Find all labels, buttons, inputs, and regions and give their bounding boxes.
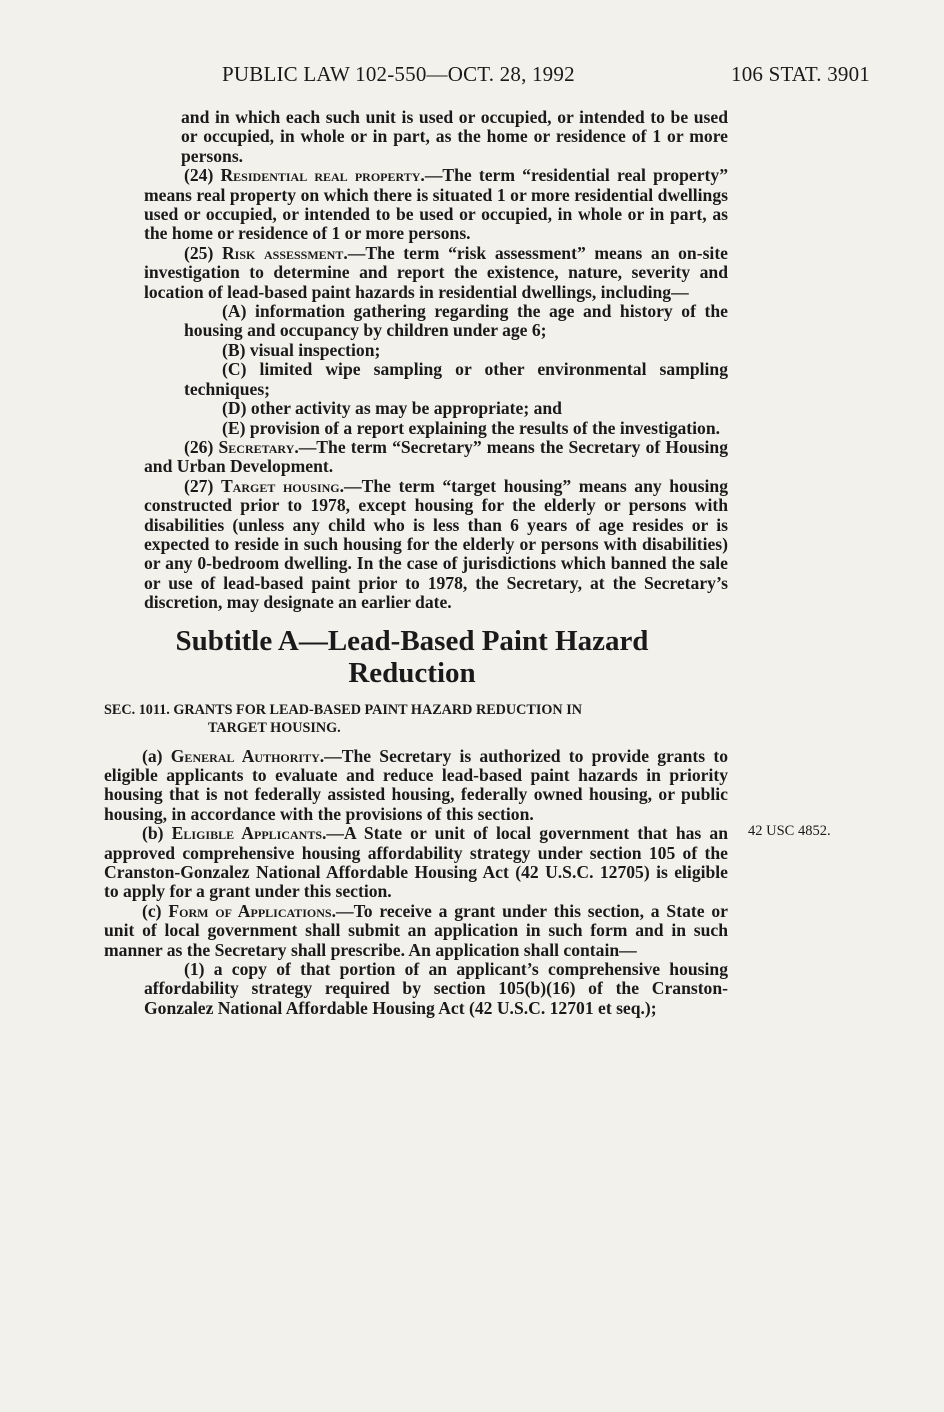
clause-d: (D) other activity as may be appropriate; and (222, 398, 562, 419)
definition-number: (27) (184, 475, 221, 496)
clause-a: (A) information gathering regarding the age and history of the housing and occupancy by children under age 6; (184, 301, 728, 341)
definition-text: .—The term “Secretary” means the Secretary of Housing and Urban Development. (144, 436, 728, 477)
paragraph-23-continuation: and in which each such unit is used or occupied, or intended to be used or occupied, in whole or in part, as the home or residence of 1 or more persons. (181, 107, 728, 166)
subsection-text: .—To receive a grant under this section, a State or unit of local government shall submit an application in such form and in such manner as the Secretary shall prescribe. An application shall contain— (104, 900, 728, 960)
definition-24 (104, 166, 728, 244)
subtitle-heading (104, 625, 728, 689)
subsection-number: (a) (142, 745, 171, 766)
definition-27 (104, 477, 728, 613)
clause-c: (C) limited wipe sampling or other environmental sampling techniques; (184, 359, 728, 399)
subtitle-line-2: Reduction (348, 656, 476, 689)
margin-citation: 42 USC 4852. (748, 823, 831, 839)
subsection-heading: Form of Applications (168, 900, 332, 921)
definition-number: (24) (184, 165, 221, 186)
definition-heading: Secretary (218, 436, 295, 457)
definition-heading: Risk assessment (221, 242, 344, 263)
subsection-number: (c) (142, 900, 169, 921)
clause-e: (E) provision of a report explaining the results of the investigation. (222, 417, 721, 438)
definition-text: .—The term “target housing” means any housing constructed prior to 1978, except housing for the elderly or persons with disabilities (unless any child who is less than 6 years of age resides or is expected to reside in such housing for the elderly or persons with disabilities) or any 0-bedroom dwelling. In the case of jurisdictions which banned the sale or use of lead-based paint prior to 1978, the Secretary, at the Secretary’s discretion, may designate an earlier date. (144, 475, 728, 613)
clause-b: (B) visual inspection; (222, 339, 381, 360)
body-text (104, 108, 728, 1018)
subtitle-line-1: Subtitle A—Lead-Based Paint Hazard (175, 624, 649, 657)
subsection-c (104, 902, 728, 960)
subsection-number: (b) (142, 823, 172, 844)
section-heading (104, 701, 728, 737)
section-heading-line-1: SEC. 1011. GRANTS FOR LEAD-BASED PAINT HAZARD REDUCTION IN (104, 701, 582, 718)
subsection-b (104, 824, 728, 902)
definition-text: .—The term “residential real property” means real property on which there is situated 1 or more residential dwellings used or occupied, or intended to be used or occupied, in whole or in part, as the home or residence of 1 or more persons. (144, 165, 729, 244)
definition-number: (25) (184, 242, 222, 263)
subsection-heading: Eligible Applicants (171, 823, 323, 844)
subsection-text: .—The Secretary is authorized to provide grants to eligible applicants to evaluate and reduce lead-based paint hazards in priority housing that is not federally assisted housing, federally owned housing, or public housing, in accordance with the provisions of this section. (104, 745, 728, 824)
definition-text: .—The term “risk assessment” means an on-site investigation to determine and report the existence, nature, severity and location of lead-based paint hazards in residential dwellings, including— (144, 242, 728, 302)
definition-heading: Residential real property (220, 165, 421, 186)
subsection-text: .—A State or unit of local government that has an approved comprehensive housing affordability strategy under section 105 of the Cranston-Gonzalez National Affordable Housing Act (42 U.S.C. 12705) is eligible to apply for a grant under this section. (104, 823, 728, 902)
paragraph-c-1: (1) a copy of that portion of an applicant’s comprehensive housing affordability strategy required by section 105(b)(16) of the Cranston-Gonzalez National Affordable Housing Act (42 U.S.C. 12701 et seq.); (144, 959, 728, 1018)
definition-26 (104, 438, 728, 477)
subsection-heading: General Authority (170, 745, 320, 766)
definition-25 (104, 244, 728, 302)
definition-heading: Target housing (220, 475, 340, 496)
section-heading-line-2: TARGET HOUSING. (208, 719, 341, 736)
running-head: PUBLIC LAW 102-550—OCT. 28, 1992 (222, 62, 575, 86)
page-number: 106 STAT. 3901 (731, 62, 870, 86)
definition-number: (26) (184, 436, 219, 457)
subsection-a (104, 747, 728, 825)
